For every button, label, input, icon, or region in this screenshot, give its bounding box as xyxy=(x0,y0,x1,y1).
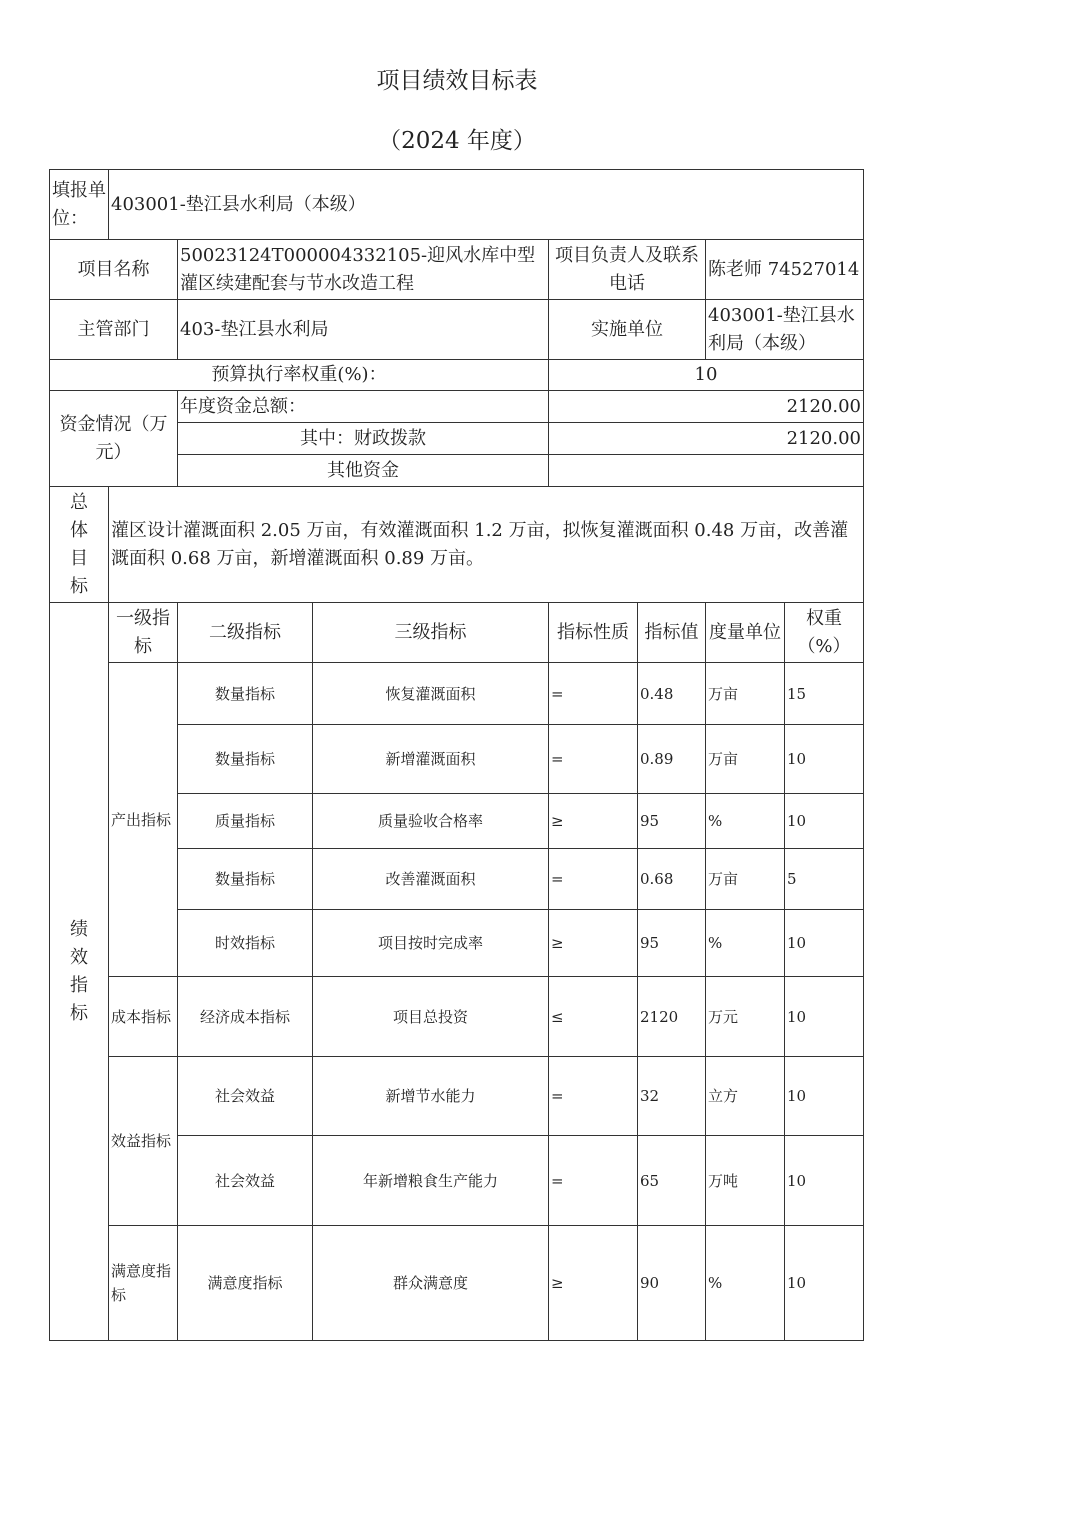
funds-other-value xyxy=(549,455,864,487)
header-nature: 指标性质 xyxy=(549,603,638,663)
level2-cell: 数量指标 xyxy=(178,849,313,910)
unit-cell: 万亩 xyxy=(706,663,785,725)
budget-weight-value: 10 xyxy=(549,360,864,391)
weight-cell: 10 xyxy=(785,910,864,977)
goal-text: 灌区设计灌溉面积 2.05 万亩，有效灌溉面积 1.2 万亩，拟恢复灌溉面积 0.48 万亩，改善灌溉面积 0.68 万亩，新增灌溉面积 0.89 万亩。 xyxy=(109,487,864,603)
nature-cell: = xyxy=(549,725,638,794)
nature-cell: = xyxy=(549,849,638,910)
funds-total-label: 年度资金总额： xyxy=(178,391,549,423)
level2-cell: 质量指标 xyxy=(178,794,313,849)
value-cell: 2120 xyxy=(638,977,706,1057)
header-level2: 二级指标 xyxy=(178,603,313,663)
unit-cell: 万吨 xyxy=(706,1136,785,1226)
nature-cell: ≥ xyxy=(549,910,638,977)
nature-cell: ≥ xyxy=(549,794,638,849)
level3-cell: 年新增粮食生产能力 xyxy=(313,1136,549,1226)
weight-cell: 10 xyxy=(785,725,864,794)
unit-cell: 万元 xyxy=(706,977,785,1057)
table-row xyxy=(50,663,864,725)
goal-label: 总 体 目 标 xyxy=(50,487,109,603)
unit-label: 填报单位： xyxy=(50,170,109,240)
weight-cell: 15 xyxy=(785,663,864,725)
value-cell: 32 xyxy=(638,1057,706,1136)
unit-cell: 万亩 xyxy=(706,849,785,910)
level3-cell: 恢复灌溉面积 xyxy=(313,663,549,725)
funds-finance-label: 其中：财政拨款 xyxy=(178,423,549,455)
page-year: （2024 年度） xyxy=(378,128,536,154)
unit-cell: % xyxy=(706,910,785,977)
value-cell: 0.89 xyxy=(638,725,706,794)
group-satisfaction: 满意度指标 xyxy=(109,1226,178,1341)
owner-label: 项目负责人及联系电话 xyxy=(549,240,706,300)
funds-other-label: 其他资金 xyxy=(178,455,549,487)
impl-label: 实施单位 xyxy=(549,300,706,360)
value-cell: 0.68 xyxy=(638,849,706,910)
level2-cell: 社会效益 xyxy=(178,1057,313,1136)
owner-value: 陈老师 74527014 xyxy=(706,240,864,300)
nature-cell: = xyxy=(549,1136,638,1226)
funds-total-value: 2120.00 xyxy=(549,391,864,423)
performance-table xyxy=(49,169,864,1341)
level3-cell: 质量验收合格率 xyxy=(313,794,549,849)
header-level3: 三级指标 xyxy=(313,603,549,663)
impl-value: 403001-垫江县水利局（本级） xyxy=(706,300,864,360)
level2-cell: 满意度指标 xyxy=(178,1226,313,1341)
level2-cell: 数量指标 xyxy=(178,663,313,725)
level3-cell: 新增灌溉面积 xyxy=(313,725,549,794)
value-cell: 90 xyxy=(638,1226,706,1341)
level3-cell: 项目总投资 xyxy=(313,977,549,1057)
table-row xyxy=(50,977,864,1057)
level2-cell: 数量指标 xyxy=(178,725,313,794)
funds-finance-value: 2120.00 xyxy=(549,423,864,455)
weight-cell: 10 xyxy=(785,977,864,1057)
nature-cell: ≥ xyxy=(549,1226,638,1341)
header-weight: 权重（%） xyxy=(785,603,864,663)
weight-cell: 10 xyxy=(785,1136,864,1226)
value-cell: 0.48 xyxy=(638,663,706,725)
nature-cell: = xyxy=(549,663,638,725)
nature-cell: = xyxy=(549,1057,638,1136)
group-output: 产出指标 xyxy=(109,663,178,977)
header-value: 指标值 xyxy=(638,603,706,663)
dept-value: 403-垫江县水利局 xyxy=(178,300,549,360)
unit-cell: 立方 xyxy=(706,1057,785,1136)
table-row xyxy=(50,1226,864,1341)
page-title: 项目绩效目标表 xyxy=(376,68,538,94)
group-cost: 成本指标 xyxy=(109,977,178,1057)
header-level1: 一级指标 xyxy=(109,603,178,663)
project-name-label: 项目名称 xyxy=(50,240,178,300)
level2-cell: 经济成本指标 xyxy=(178,977,313,1057)
group-benefit: 效益指标 xyxy=(109,1057,178,1226)
weight-cell: 10 xyxy=(785,1057,864,1136)
level2-cell: 社会效益 xyxy=(178,1136,313,1226)
level2-cell: 时效指标 xyxy=(178,910,313,977)
nature-cell: ≤ xyxy=(549,977,638,1057)
weight-cell: 10 xyxy=(785,1226,864,1341)
funds-label: 资金情况（万元） xyxy=(50,391,178,487)
weight-cell: 5 xyxy=(785,849,864,910)
unit-cell: % xyxy=(706,794,785,849)
value-cell: 65 xyxy=(638,1136,706,1226)
level3-cell: 新增节水能力 xyxy=(313,1057,549,1136)
budget-weight-label: 预算执行率权重(%)： xyxy=(50,360,549,391)
unit-cell: % xyxy=(706,1226,785,1341)
value-cell: 95 xyxy=(638,794,706,849)
unit-value: 403001-垫江县水利局（本级） xyxy=(109,170,864,240)
weight-cell: 10 xyxy=(785,794,864,849)
header-unit: 度量单位 xyxy=(706,603,785,663)
project-name-value: 50023124T000004332105-迎风水库中型灌区续建配套与节水改造工程 xyxy=(178,240,549,300)
level3-cell: 改善灌溉面积 xyxy=(313,849,549,910)
dept-label: 主管部门 xyxy=(50,300,178,360)
value-cell: 95 xyxy=(638,910,706,977)
level3-cell: 群众满意度 xyxy=(313,1226,549,1341)
indicators-label: 绩 效 指 标 xyxy=(50,603,109,1341)
table-row xyxy=(50,1057,864,1136)
unit-cell: 万亩 xyxy=(706,725,785,794)
level3-cell: 项目按时完成率 xyxy=(313,910,549,977)
